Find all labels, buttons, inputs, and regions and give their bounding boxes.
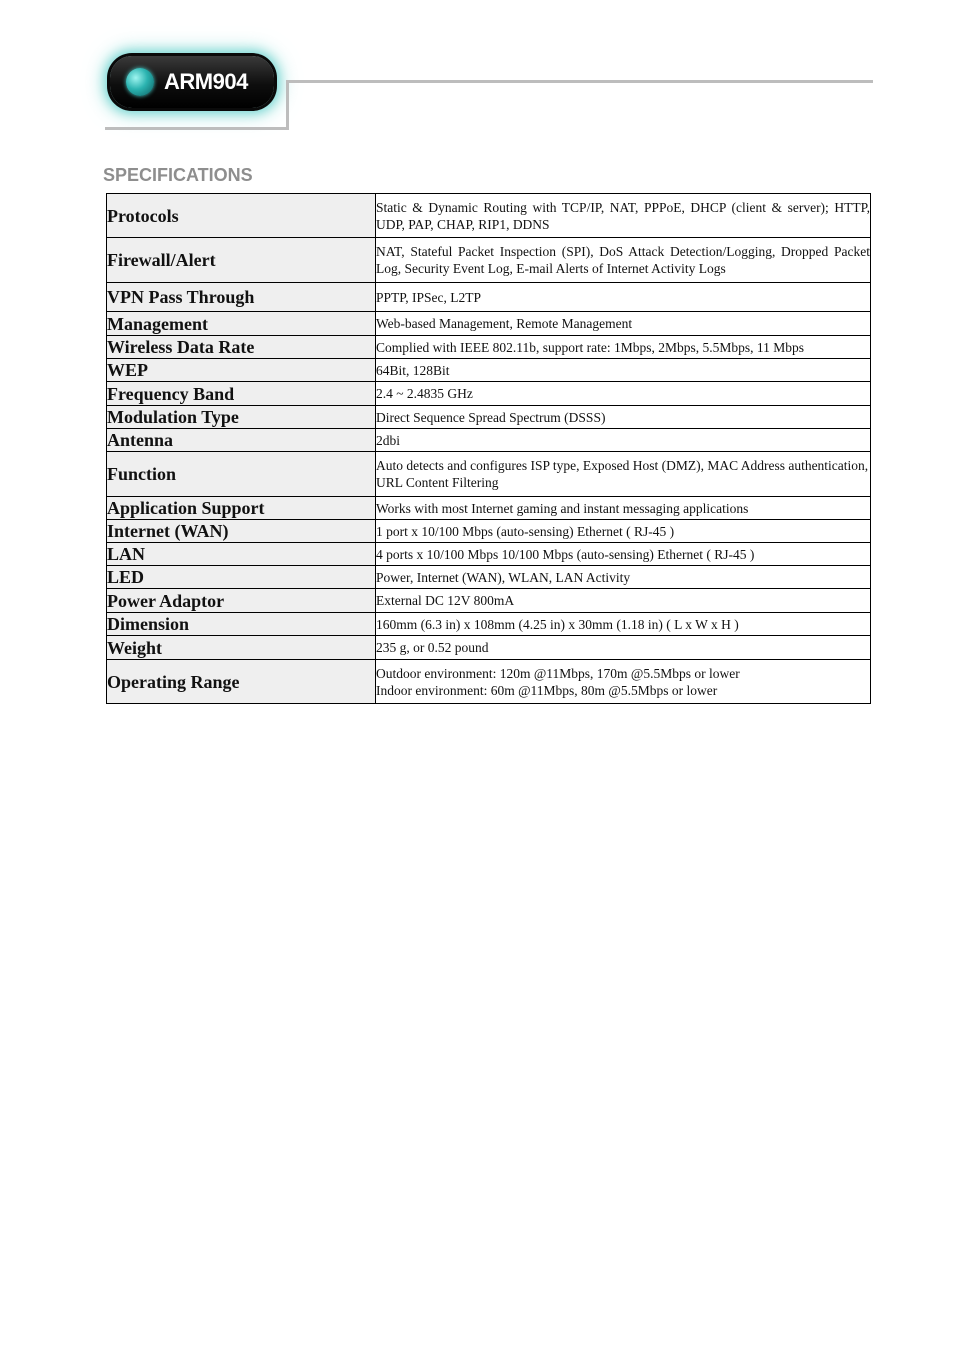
- spec-row-wireless-rate: [107, 336, 871, 359]
- spec-value: [376, 660, 871, 704]
- spec-row-lan: [107, 543, 871, 566]
- spec-label: Management: [107, 312, 376, 336]
- spec-value: Works with most Internet gaming and instant messaging applications: [376, 497, 871, 520]
- spec-label: Function: [107, 452, 376, 497]
- spec-value: Direct Sequence Spread Spectrum (DSSS): [376, 406, 871, 429]
- spec-value: 1 port x 10/100 Mbps (auto-sensing) Ethernet ( RJ-45 ): [376, 520, 871, 543]
- spec-row-protocols: [107, 194, 871, 238]
- spec-label: LAN: [107, 543, 376, 566]
- spec-value: Power, Internet (WAN), WLAN, LAN Activity: [376, 566, 871, 589]
- spec-label: Internet (WAN): [107, 520, 376, 543]
- spec-value: 160mm (6.3 in) x 108mm (4.25 in) x 30mm (1.18 in) ( L x W x H ): [376, 613, 871, 636]
- spec-row-firewall: [107, 238, 871, 283]
- spec-value-line: Outdoor environment: 120m @11Mbps, 170m @5.5Mbps or lower: [376, 665, 740, 681]
- spec-row-antenna: [107, 429, 871, 452]
- spec-label: Antenna: [107, 429, 376, 452]
- spec-label: Modulation Type: [107, 406, 376, 429]
- spec-row-wan: [107, 520, 871, 543]
- spec-label: Operating Range: [107, 660, 376, 704]
- spec-label: Power Adaptor: [107, 589, 376, 613]
- spec-value-line: Indoor environment: 60m @11Mbps, 80m @5.5Mbps or lower: [376, 682, 718, 698]
- spec-label: Weight: [107, 636, 376, 660]
- spec-row-application: [107, 497, 871, 520]
- spec-row-wep: [107, 359, 871, 382]
- spec-label: VPN Pass Through: [107, 283, 376, 312]
- spec-value: Web-based Management, Remote Management: [376, 312, 871, 336]
- spec-value: 4 ports x 10/100 Mbps 10/100 Mbps (auto-sensing) Ethernet ( RJ-45 ): [376, 543, 871, 566]
- spec-label: Dimension: [107, 613, 376, 636]
- spec-label: Application Support: [107, 497, 376, 520]
- spec-label: Firewall/Alert: [107, 238, 376, 283]
- spec-value: NAT, Stateful Packet Inspection (SPI), DoS Attack Detection/Logging, Dropped Packet Log, Security Event Log, E-mail Alerts of Internet Activity Logs: [376, 238, 871, 283]
- spec-value: Auto detects and configures ISP type, Exposed Host (DMZ), MAC Address authentication, URL Content Filtering: [376, 452, 871, 497]
- spec-label: LED: [107, 566, 376, 589]
- spec-value: 2dbi: [376, 429, 871, 452]
- spec-value: Complied with IEEE 802.11b, support rate: 1Mbps, 2Mbps, 5.5Mbps, 11 Mbps: [376, 336, 871, 359]
- spec-value: 64Bit, 128Bit: [376, 359, 871, 382]
- spec-row-operating-range: [107, 660, 871, 704]
- spec-row-vpn: [107, 283, 871, 312]
- spec-value: External DC 12V 800mA: [376, 589, 871, 613]
- product-name: ARM904: [164, 69, 248, 94]
- spec-row-weight: [107, 636, 871, 660]
- spec-value: PPTP, IPSec, L2TP: [376, 283, 871, 312]
- header-rule-bottom: [105, 127, 289, 130]
- spec-label: Wireless Data Rate: [107, 336, 376, 359]
- logo-dot-icon: [126, 68, 154, 96]
- spec-label: Frequency Band: [107, 382, 376, 406]
- specifications-table: [106, 193, 871, 704]
- spec-row-led: [107, 566, 871, 589]
- spec-row-function: [107, 452, 871, 497]
- spec-row-dimension: [107, 613, 871, 636]
- spec-value: Static & Dynamic Routing with TCP/IP, NAT, PPPoE, DHCP (client & server); HTTP, UDP, PAP, CHAP, RIP1, DDNS: [376, 194, 871, 238]
- section-title: SPECIFICATIONS: [103, 165, 253, 185]
- spec-label: WEP: [107, 359, 376, 382]
- spec-value: 235 g, or 0.52 pound: [376, 636, 871, 660]
- spec-value: 2.4 ~ 2.4835 GHz: [376, 382, 871, 406]
- spec-row-modulation: [107, 406, 871, 429]
- spec-row-power: [107, 589, 871, 613]
- product-logo-badge: [110, 56, 274, 108]
- header-rule-top: [288, 80, 873, 83]
- spec-row-management: [107, 312, 871, 336]
- spec-label: Protocols: [107, 194, 376, 238]
- header-rule-vertical: [286, 80, 289, 130]
- spec-row-frequency: [107, 382, 871, 406]
